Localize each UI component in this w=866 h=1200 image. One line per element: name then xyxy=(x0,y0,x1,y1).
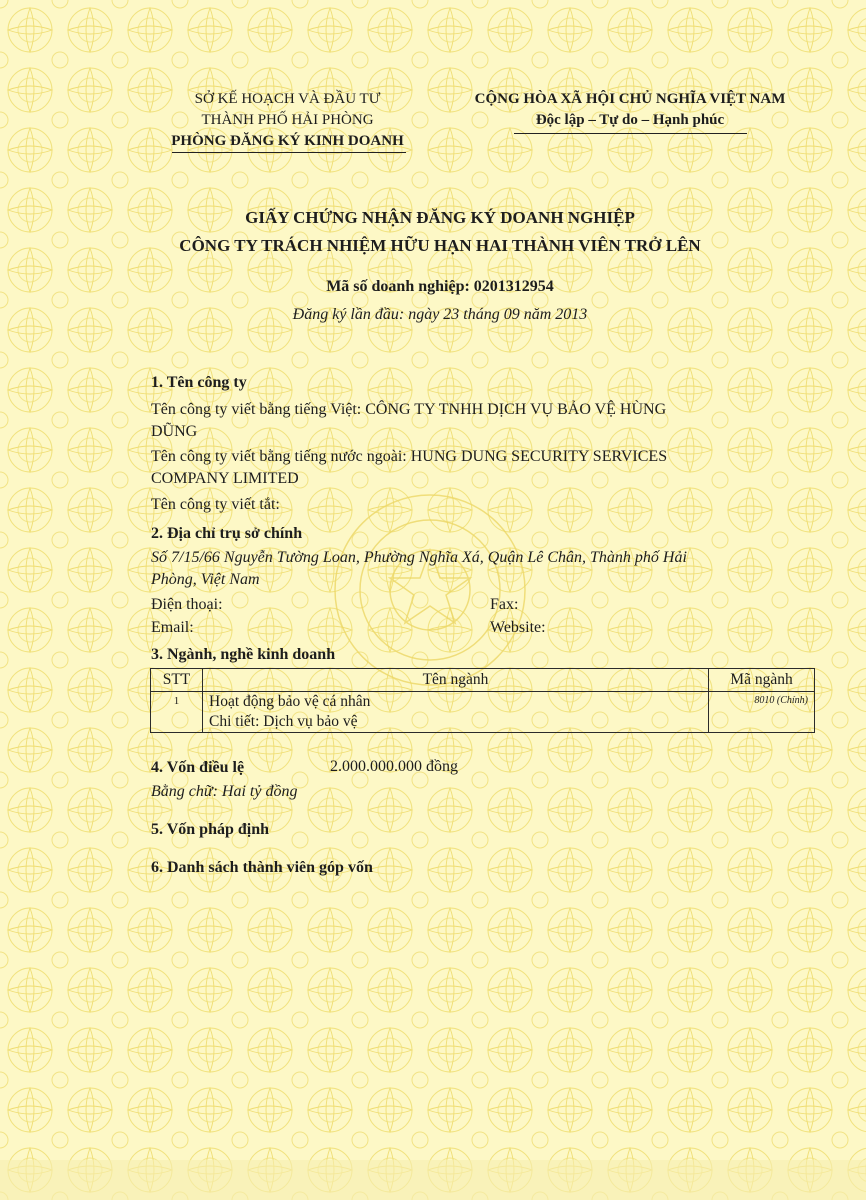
abbreviated-name: Tên công ty viết tắt: xyxy=(151,496,280,513)
row-business-name xyxy=(203,692,709,733)
vietnamese-name-line-2: DŨNG xyxy=(151,423,198,440)
certificate-title-line-2: CÔNG TY TRÁCH NHIỆM HỮU HẠN HAI THÀNH VIÊN TRỞ LÊN xyxy=(179,236,701,255)
motto-underline xyxy=(514,133,747,134)
charter-capital-amount: 2.000.000.000 đồng xyxy=(330,758,458,775)
charter-capital-in-words: Bằng chữ: Hai tỷ đồng xyxy=(151,783,298,800)
row-business-name-line-1: Hoạt động bảo vệ cá nhân xyxy=(209,693,371,710)
vietnamese-name-line-1: Tên công ty viết bằng tiếng Việt: CÔNG TY TNHH DỊCH VỤ BẢO VỆ HÙNG xyxy=(151,401,667,418)
column-header-code: Mã ngành xyxy=(709,669,815,692)
national-motto: Độc lập – Tự do – Hạnh phúc xyxy=(535,112,725,128)
agency-underline xyxy=(172,152,406,153)
row-business-name-line-2: Chi tiết: Dịch vụ bảo vệ xyxy=(209,713,358,730)
certificate-title xyxy=(60,204,820,260)
section-2-heading: 2. Địa chỉ trụ sở chính xyxy=(151,525,303,542)
section-5-heading: 5. Vốn pháp định xyxy=(151,821,269,838)
foreign-name-line-2: COMPANY LIMITED xyxy=(151,470,299,487)
agency-line-1: SỞ KẾ HOẠCH VÀ ĐẦU TƯ xyxy=(194,91,381,107)
national-header xyxy=(445,89,815,131)
section-6-heading: 6. Danh sách thành viên góp vốn xyxy=(151,859,373,876)
foreign-name-line-1: Tên công ty viết bằng tiếng nước ngoài: HUNG DUNG SECURITY SERVICES xyxy=(151,448,668,465)
issuing-agency xyxy=(150,89,425,152)
table-header-row xyxy=(151,669,815,692)
table-row xyxy=(151,692,815,733)
fax-label: Fax: xyxy=(490,596,519,613)
enterprise-code: Mã số doanh nghiệp: 0201312954 xyxy=(326,278,554,295)
section-1-heading: 1. Tên công ty xyxy=(151,374,247,391)
phone-label: Điện thoại: xyxy=(151,596,223,613)
agency-line-2: THÀNH PHỐ HẢI PHÒNG xyxy=(201,112,374,128)
agency-line-3: PHÒNG ĐĂNG KÝ KINH DOANH xyxy=(171,133,404,149)
certificate-title-line-1: GIẤY CHỨNG NHẬN ĐĂNG KÝ DOANH NGHIỆP xyxy=(245,208,635,227)
column-header-stt: STT xyxy=(151,669,203,692)
section-3-heading: 3. Ngành, nghề kinh doanh xyxy=(151,646,336,663)
address-line-2: Phòng, Việt Nam xyxy=(151,571,260,588)
republic-title: CỘNG HÒA XÃ HỘI CHỦ NGHĨA VIỆT NAM xyxy=(474,91,786,107)
column-header-name: Tên ngành xyxy=(203,669,709,692)
website-label: Website: xyxy=(490,619,546,636)
business-lines-table xyxy=(150,668,815,733)
row-business-code: 8010 (Chính) xyxy=(709,692,815,733)
row-stt: 1 xyxy=(151,692,203,733)
email-label: Email: xyxy=(151,619,194,636)
first-registration-date: Đăng ký lần đầu: ngày 23 tháng 09 năm 2013 xyxy=(292,306,588,323)
section-4-heading: 4. Vốn điều lệ xyxy=(151,759,245,776)
address-line-1: Số 7/15/66 Nguyễn Tường Loan, Phường Nghĩa Xá, Quận Lê Chân, Thành phố Hải xyxy=(151,549,687,566)
